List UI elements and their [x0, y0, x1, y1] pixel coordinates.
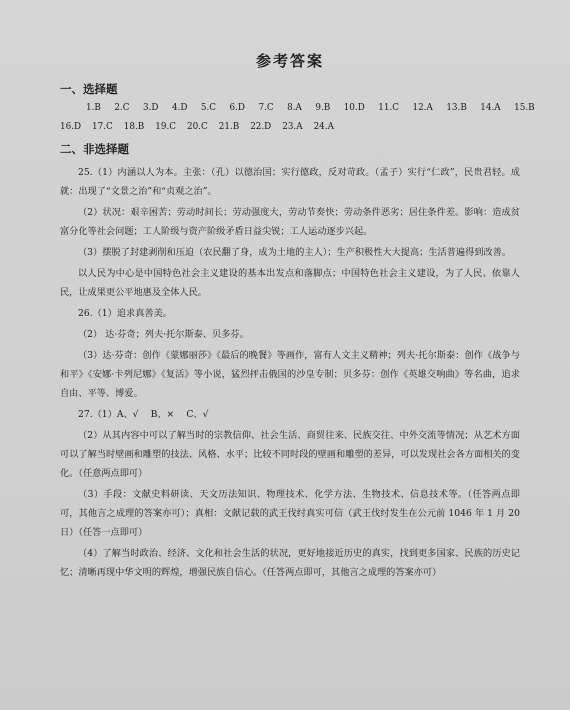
mc-answer: 4.D: [171, 103, 188, 113]
mc-answer: 9.B: [315, 103, 331, 113]
mc-answer: 8.A: [287, 103, 302, 113]
mc-answer: 14.A: [480, 103, 501, 113]
mc-answer: 1.B: [86, 103, 101, 113]
mc-answer: 16.D: [60, 122, 82, 132]
mc-answer: 11.C: [378, 103, 399, 113]
answer-paragraph: （3）摆脱了封建剥削和压迫（农民翻了身，成为土地的主人）；生产积极性大大提高；生活普遍得到改善。: [78, 247, 512, 258]
mc-answer: 15.B: [514, 103, 535, 113]
mc-answer: 19.C: [155, 122, 176, 132]
answer-paragraph: 25.（1）内涵以人为本。主张：（孔）以德治国；实行德政，反对苛政。（孟子）实行“仁政”，民贵君轻。成就：出现了“文景之治”和“贞观之治”。: [60, 167, 520, 197]
mc-answer: 10.D: [343, 103, 365, 113]
mc-answer: 3.D: [142, 103, 159, 113]
section-multiple-choice-heading: 一、选择题: [60, 82, 118, 96]
page-title: 参考答案: [255, 52, 324, 70]
answer-paragraph: （2） 达·芬奇；列夫·托尔斯泰、贝多芬。: [78, 329, 249, 340]
mc-answer: 21.B: [218, 122, 240, 132]
section-open-questions-heading: 二、非选择题: [60, 142, 129, 156]
answer-paragraph: （2）状况：艰辛困苦；劳动时间长；劳动强度大，劳动节奏快；劳动条件恶劣；居住条件差。影响：造成贫富分化等社会问题；工人阶级与资产阶级矛盾日益尖锐；工人运动逐步兴起。: [60, 207, 520, 237]
mc-answer: 22.D: [250, 122, 272, 132]
mc-answer: 18.B: [123, 122, 145, 132]
mc-answers-row-1: [60, 103, 535, 113]
mc-answer: 24.A: [313, 122, 334, 132]
answer-paragraph: 26.（1）追求真善美。: [78, 308, 172, 319]
answer-paragraph: （3）达·芬奇：创作《蒙娜丽莎》《最后的晚餐》等画作，富有人文主义精神；列夫·托尔斯泰：创作《战争与和平》《安娜·卡列尼娜》《复活》等小说，猛烈抨击俄国的沙皇专制；贝多芬：创作《英雄交响曲》等名曲，追求自由、平等、博爱。: [60, 350, 520, 399]
mc-answer: 2.C: [114, 103, 130, 113]
mc-answer: 20.C: [186, 122, 208, 132]
mc-answers-row-2: [60, 122, 520, 132]
mc-answer: 7.C: [258, 103, 274, 113]
mc-answer: 23.A: [282, 122, 303, 132]
mc-answer: 6.D: [229, 103, 245, 113]
answer-paragraph: （4）了解当时政治、经济、文化和社会生活的状况，更好地接近历史的真实，找到更多国家、民族的历史记忆；清晰再现中华文明的辉煌，增强民族自信心。（任答两点即可，其他言之成理的答案亦可）: [60, 548, 520, 578]
answer-paragraph: 以人民为中心是中国特色社会主义建设的基本出发点和落脚点；中国特色社会主义建设，为了人民、依靠人民，让成果更公平地惠及全体人民。: [60, 268, 520, 298]
mc-answer: 13.B: [446, 103, 467, 113]
answer-paragraph: （3）手段：文献史料研读、天文历法知识、物理技术、化学方法、生物技术、信息技术等。（任答两点即可，其他言之成理的答案亦可）；真相：文献记载的武王伐纣真实可信（武王伐纣发生在公元前 1046 年 1 月 20 日）（任答一点即可）: [60, 489, 520, 538]
mc-answer: 17.C: [92, 122, 113, 132]
answer-paragraph: （2）从其内容中可以了解当时的宗教信仰、社会生活、商贸往来、民族交往、中外交流等情况；从艺术方面可以了解当时壁画和雕塑的技法、风格、水平；比较不同时段的壁画和雕塑的差异，可以发现社会各方面相关的变化。（任意两点即可）: [60, 430, 520, 479]
mc-answer: 5.C: [200, 103, 217, 113]
answer-paragraph: 27.（1）A、√ B、× C、√: [78, 409, 209, 420]
mc-answer: 12.A: [412, 103, 433, 113]
